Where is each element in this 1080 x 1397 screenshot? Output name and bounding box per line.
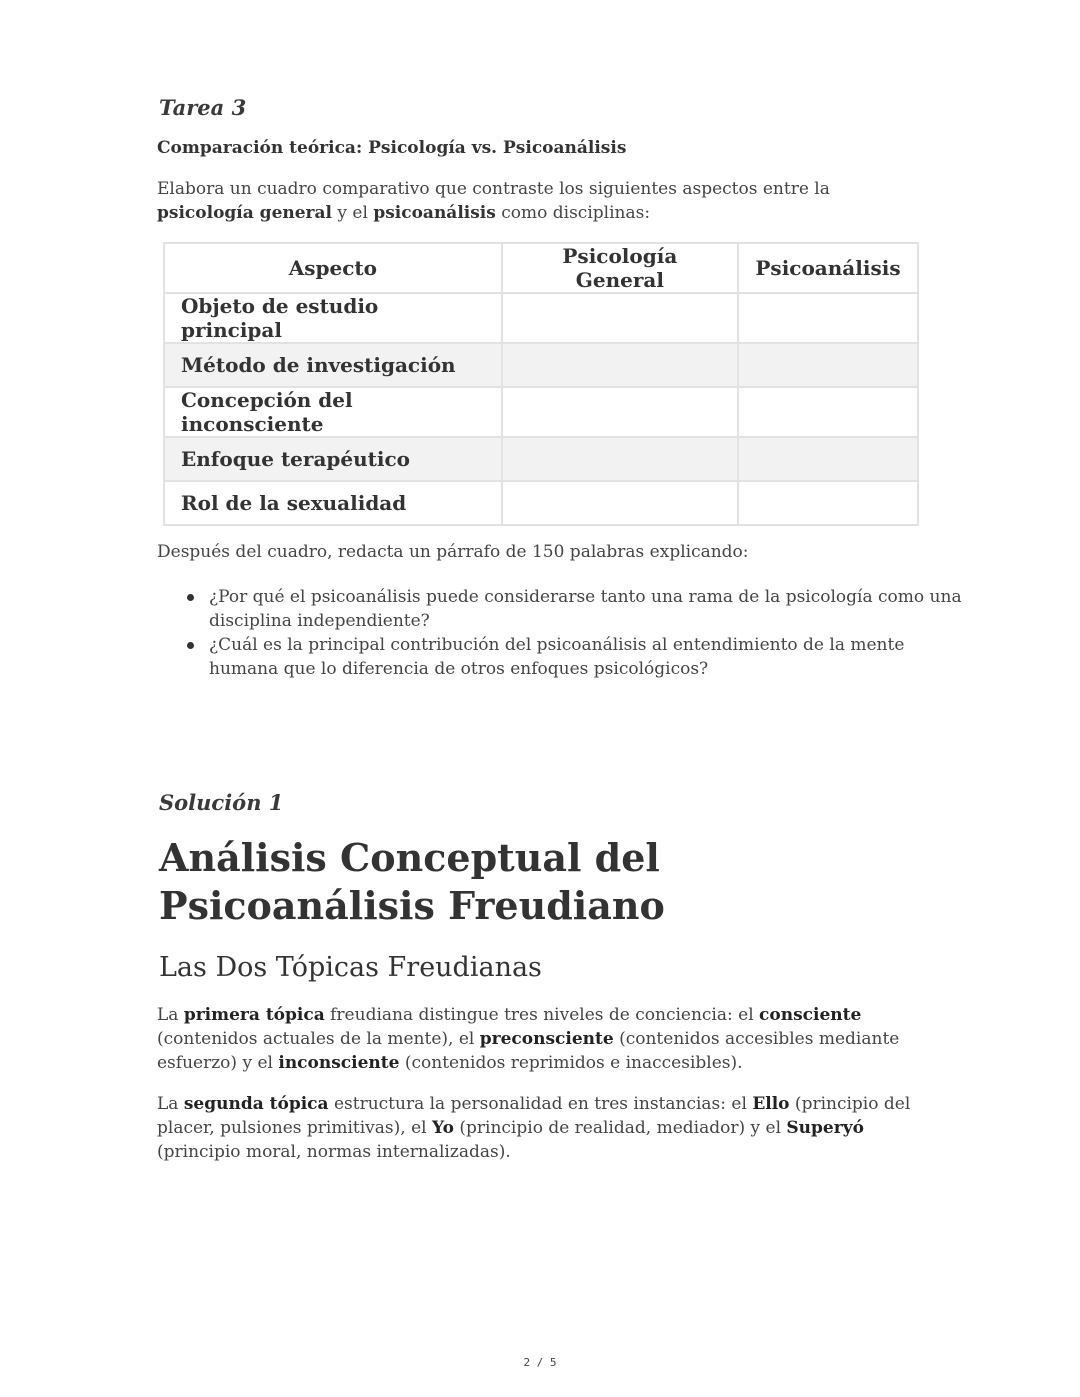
question-text: ¿Por qué el psicoanálisis puede considerarse tanto una rama de la psicología como una disciplina independiente? bbox=[209, 587, 962, 631]
section-heading: Las Dos Tópicas Freudianas bbox=[159, 952, 542, 983]
task-label: Tarea 3 bbox=[159, 95, 247, 120]
list-item bbox=[209, 633, 979, 681]
table-row bbox=[164, 437, 918, 481]
comparison-table bbox=[163, 242, 919, 526]
table-row bbox=[164, 481, 918, 525]
bullet-icon bbox=[187, 594, 194, 601]
question-list bbox=[157, 585, 979, 681]
header-aspecto: Aspecto bbox=[164, 243, 502, 293]
table-cell bbox=[738, 387, 918, 437]
table-header-row bbox=[164, 243, 918, 293]
table-cell bbox=[502, 481, 738, 525]
row-label: Objeto de estudio principal bbox=[164, 293, 502, 343]
solution-title: Análisis Conceptual del Psicoanálisis Freudiano bbox=[159, 835, 665, 928]
after-table-instruction: Después del cuadro, redacta un párrafo de 150 palabras explicando: bbox=[157, 542, 749, 562]
question-text: ¿Cuál es la principal contribución del psicoanálisis al entendimiento de la mente humana que lo diferencia de otros enfoques psicológicos? bbox=[209, 635, 905, 679]
table-cell bbox=[738, 481, 918, 525]
table-cell bbox=[502, 437, 738, 481]
row-label: Rol de la sexualidad bbox=[164, 481, 502, 525]
table-cell bbox=[502, 387, 738, 437]
task-intro: Elabora un cuadro comparativo que contraste los siguientes aspectos entre la psicología general y el psicoanálisis como disciplinas: bbox=[157, 179, 830, 223]
row-label: Método de investigación bbox=[164, 343, 502, 387]
table-cell bbox=[738, 437, 918, 481]
table-cell bbox=[738, 343, 918, 387]
solution-label: Solución 1 bbox=[159, 790, 284, 815]
row-label: Concepción del inconsciente bbox=[164, 387, 502, 437]
header-psicoanalisis: Psicoanálisis bbox=[738, 243, 918, 293]
table-cell bbox=[502, 343, 738, 387]
table-row bbox=[164, 343, 918, 387]
paragraph-primera-topica: La primera tópica freudiana distingue tres niveles de conciencia: el consciente (contenidos actuales de la mente), el preconsciente (contenidos accesibles mediante esfuerzo) y el inconsciente (contenidos reprimidos e inaccesibles). bbox=[157, 1005, 900, 1073]
page-number: 2 / 5 bbox=[523, 1356, 557, 1369]
paragraph-segunda-topica: La segunda tópica estructura la personalidad en tres instancias: el Ello (principio del placer, pulsiones primitivas), el Yo (principio de realidad, mediador) y el Superyó (principio moral, normas internalizadas). bbox=[157, 1094, 911, 1162]
table-cell bbox=[502, 293, 738, 343]
header-psicologia-general: Psicología General bbox=[502, 243, 738, 293]
list-item bbox=[209, 585, 979, 633]
task-subtitle: Comparación teórica: Psicología vs. Psicoanálisis bbox=[157, 138, 627, 158]
table-row bbox=[164, 293, 918, 343]
bullet-icon bbox=[187, 642, 194, 649]
table-row bbox=[164, 387, 918, 437]
table-cell bbox=[738, 293, 918, 343]
row-label: Enfoque terapéutico bbox=[164, 437, 502, 481]
